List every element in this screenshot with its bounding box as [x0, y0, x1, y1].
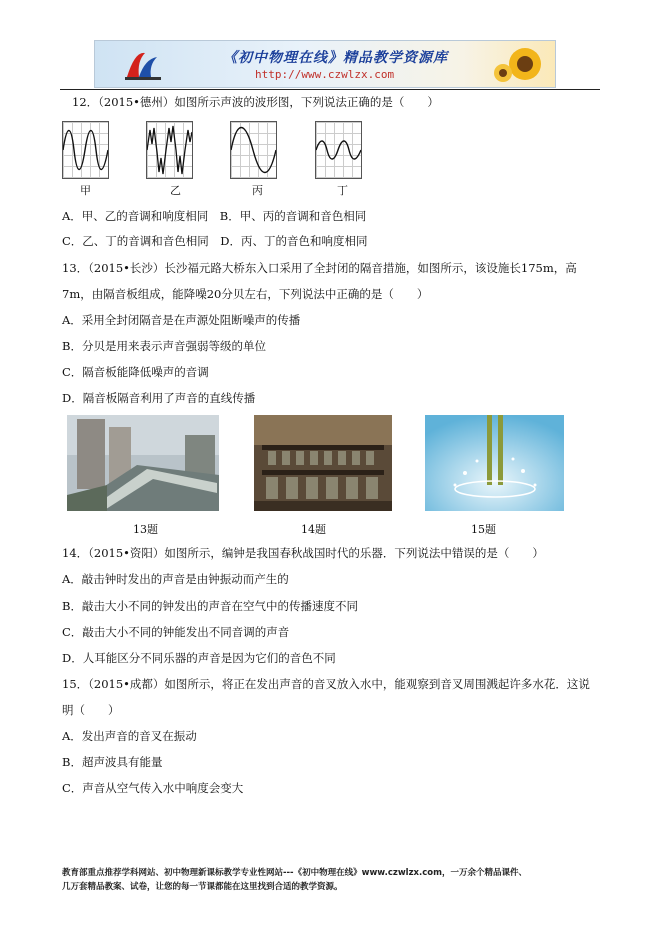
q12-options-ab: A．甲、乙的音调和响度相同 B．甲、丙的音调和音色相同: [62, 209, 367, 223]
footer-line-2: 几万套精品教案、试卷，让您的每一节课都能在这里找到合适的教学资源。: [62, 882, 343, 892]
q13-option-c: C．隔音板能降低噪声的音调: [62, 365, 209, 379]
figure-13-bridge-photo: [67, 415, 219, 511]
q12-options-cd: C．乙、丁的音调和音色相同 D．丙、丁的音色和响度相同: [62, 234, 368, 248]
q14-option-c: C．敲击大小不同的钟能发出不同音调的声音: [62, 625, 290, 639]
q15-option-a: A．发出声音的音叉在振动: [62, 729, 197, 743]
q13-option-b: B．分贝是用来表示声音强弱等级的单位: [62, 339, 266, 353]
q15-stem-line2: 明（ ）: [62, 703, 120, 717]
figure-15-tuning-fork-photo: [425, 415, 564, 511]
q13-option-d: D．隔音板隔音利用了声音的直线传播: [62, 391, 256, 405]
header-banner: [94, 40, 556, 88]
q14-stem: 14．（2015•资阳）如图所示，编钟是我国春秋战国时代的乐器．下列说法中错误的是（ ）: [62, 546, 544, 560]
q14-option-d: D．人耳能区分不同乐器的声音是因为它们的音色不同: [62, 651, 336, 665]
q15-option-c: C．声音从空气传入水中响度会变大: [62, 781, 244, 795]
wave-label-yi: 乙: [170, 184, 181, 197]
q15-option-b: B．超声波具有能量: [62, 755, 163, 769]
waveform-jia: [62, 121, 109, 179]
q15-stem-line1: 15．（2015•成都）如图所示，将正在发出声音的音叉放入水中，能观察到音叉周围溅起许多水花．这说: [62, 677, 590, 691]
wave-label-ding: 丁: [337, 184, 348, 197]
wave-label-jia: 甲: [80, 184, 91, 197]
waveform-ding: [315, 121, 362, 179]
wave-label-bing: 丙: [252, 184, 263, 197]
waveform-yi: [146, 121, 193, 179]
q14-option-b: B．敲击大小不同的钟发出的声音在空气中的传播速度不同: [62, 599, 358, 613]
sunflower-icon: [491, 43, 551, 85]
figure-14-bianzhong-photo: [254, 415, 392, 511]
footer-line-1: 教育部重点推荐学科网站、初中物理新课标教学专业性网站---《初中物理在线》www.czwlzx.com，一万余个精品课件、: [62, 868, 527, 878]
site-title: 《初中物理在线》精品教学资源库: [223, 50, 448, 66]
site-logo-icon: [123, 47, 163, 81]
waveform-bing: [230, 121, 277, 179]
q12-stem: 12．（2015•德州）如图所示声波的波形图，下列说法正确的是（ ）: [72, 95, 439, 109]
q13-stem-line2: 7m，由隔音板组成，能降噪20分贝左右，下列说法中正确的是（ ）: [62, 287, 429, 301]
header-rule: [60, 89, 600, 90]
figure-label-14: 14题: [301, 523, 326, 536]
figure-label-13: 13题: [133, 523, 158, 536]
site-url[interactable]: http://www.czwlzx.com: [255, 68, 395, 81]
q13-stem-line1: 13．（2015•长沙）长沙福元路大桥东入口采用了全封闭的隔音措施，如图所示，该设施长175m，高: [62, 261, 577, 275]
q14-option-a: A．敲击钟时发出的声音是由钟振动而产生的: [62, 572, 289, 586]
figure-label-15: 15题: [471, 523, 496, 536]
q13-option-a: A．采用全封闭隔音是在声源处阻断噪声的传播: [62, 313, 301, 327]
